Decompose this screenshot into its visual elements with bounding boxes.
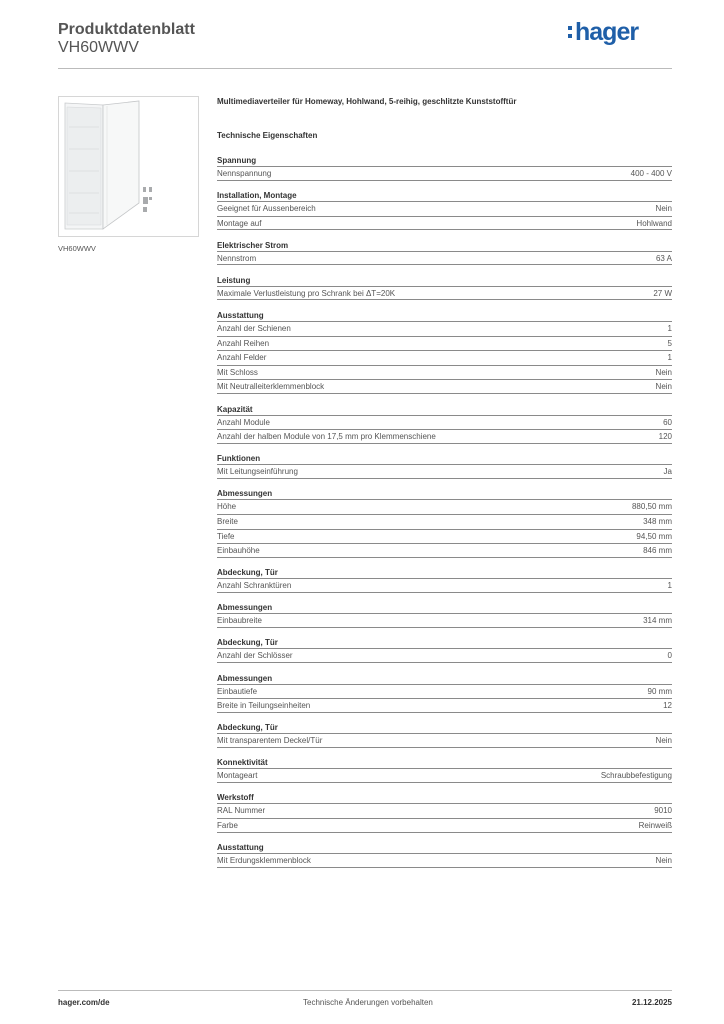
footer-notice: Technische Änderungen vorbehalten (303, 998, 433, 1007)
spec-row (217, 578, 672, 593)
spec-row (217, 365, 672, 380)
section-heading: Abdeckung, Tür (217, 638, 278, 648)
spec-value: 90 mm (647, 686, 672, 696)
spec-row (217, 415, 672, 430)
spec-row (217, 543, 672, 558)
spec-value: 94,50 mm (636, 531, 672, 541)
section-heading: Abmessungen (217, 603, 273, 613)
spec-label: Nennspannung (217, 169, 272, 178)
spec-row (217, 648, 672, 663)
spec-value: 1 (667, 581, 672, 591)
spec-label: Höhe (217, 502, 237, 512)
spec-row (217, 286, 672, 301)
spec-label: Einbaubreite (217, 616, 262, 626)
spec-value: Nein (655, 736, 672, 746)
spec-label: Anzahl Module (217, 417, 270, 427)
footer-date: 21.12.2025 (631, 998, 672, 1007)
spec-label: Anzahl der halben Module von 17,5 mm pro Klemmenschiene (217, 432, 436, 442)
spec-label: Einbauhöhe (217, 546, 260, 556)
spec-label: Maximale Verlustleistung pro Schrank bei ΔT=20K (217, 288, 396, 298)
spec-label: RAL Nummer (217, 806, 266, 816)
spec-value: 1 (667, 324, 672, 333)
spec-label: Anzahl Felder (217, 353, 267, 363)
spec-value: 5 (667, 338, 672, 348)
spec-label: Montage auf (217, 218, 262, 228)
spec-row (217, 853, 672, 868)
footer-website[interactable]: hager.com/de (58, 998, 110, 1007)
spec-row (217, 514, 672, 529)
spec-value: 12 (663, 701, 672, 711)
spec-label: Einbautiefe (217, 686, 258, 696)
section-heading: Abdeckung, Tür (217, 568, 278, 578)
spec-value: 880,50 mm (631, 502, 672, 512)
spec-label: Mit Schloss (217, 367, 258, 377)
hager-logo (567, 16, 657, 46)
spec-label: Tiefe (217, 531, 235, 541)
spec-row (217, 733, 672, 748)
section-heading: Leistung (217, 275, 251, 285)
spec-value: Nein (655, 367, 672, 377)
spec-label: Mit Erdungsklemmenblock (217, 856, 311, 866)
product-image (58, 96, 199, 237)
header-divider (58, 68, 672, 69)
spec-row (217, 768, 672, 783)
spec-label: Montageart (217, 771, 258, 781)
spec-label: Breite (217, 516, 238, 526)
spec-value: Reinweiß (638, 821, 672, 830)
spec-label: Mit Neutralleiterklemmenblock (217, 382, 325, 392)
section-heading: Werkstoff (217, 793, 254, 803)
spec-row (217, 379, 672, 394)
spec-label: Anzahl der Schlösser (217, 651, 293, 661)
product-description: Multimediaverteiler für Homeway, Hohlwand, 5-reihig, geschlitzte Kunststofftür (217, 97, 517, 106)
section-title: Technische Eigenschaften (217, 131, 318, 140)
section-heading: Abmessungen (217, 489, 273, 499)
spec-row (217, 321, 672, 336)
section-heading: Abdeckung, Tür (217, 723, 278, 733)
spec-row (217, 499, 672, 514)
spec-value: Nein (655, 204, 672, 214)
spec-value: 120 (658, 432, 672, 442)
section-heading: Installation, Montage (217, 191, 297, 201)
spec-value: Ja (663, 467, 672, 477)
spec-value: 60 (663, 417, 672, 427)
spec-value: 63 A (655, 253, 672, 263)
spec-label: Farbe (217, 821, 238, 830)
spec-row (217, 818, 672, 833)
spec-value: 1 (667, 353, 672, 363)
spec-row (217, 429, 672, 444)
spec-row (217, 803, 672, 818)
section-heading: Konnektivität (217, 758, 268, 768)
spec-label: Anzahl Schranktüren (217, 581, 292, 591)
spec-row (217, 350, 672, 365)
spec-value: 0 (667, 651, 672, 661)
spec-row (217, 216, 672, 231)
section-heading: Abmessungen (217, 673, 273, 683)
spec-value: 9010 (654, 806, 672, 816)
spec-row (217, 613, 672, 628)
logo-wordmark: hager (575, 18, 639, 46)
section-heading: Elektrischer Strom (217, 240, 289, 250)
spec-value: Nein (655, 856, 672, 866)
spec-value: 314 mm (643, 616, 672, 626)
spec-value: Hohlwand (636, 218, 672, 228)
spec-row (217, 529, 672, 544)
product-image-caption: VH60WWV (58, 244, 96, 253)
section-heading: Funktionen (217, 454, 261, 464)
spec-label: Breite in Teilungseinheiten (217, 701, 311, 711)
spec-row (217, 251, 672, 266)
section-heading: Ausstattung (217, 843, 264, 853)
spec-row (217, 336, 672, 351)
spec-row (217, 166, 672, 181)
section-heading: Kapazität (217, 404, 253, 414)
spec-value: 400 - 400 V (630, 169, 672, 178)
spec-label: Anzahl Reihen (217, 338, 270, 348)
spec-label: Nennstrom (217, 253, 257, 263)
spec-row (217, 684, 672, 699)
spec-label: Mit transparentem Deckel/Tür (217, 736, 323, 746)
spec-label: Mit Leitungseinführung (217, 467, 298, 477)
spec-value: 846 mm (643, 546, 672, 556)
footer-divider (58, 990, 672, 991)
spec-value: Nein (655, 382, 672, 392)
page-title: Produktdatenblatt (58, 21, 195, 38)
spec-row (217, 201, 672, 216)
spec-label: Geeignet für Aussenbereich (217, 204, 316, 214)
spec-label: Anzahl der Schienen (217, 324, 291, 333)
spec-value: Schraubbefestigung (600, 771, 672, 781)
spec-row (217, 464, 672, 479)
spec-row (217, 698, 672, 713)
section-heading: Spannung (217, 156, 257, 165)
product-code: VH60WWV (58, 39, 139, 56)
spec-value: 27 W (653, 288, 672, 298)
spec-value: 348 mm (643, 516, 672, 526)
section-heading: Ausstattung (217, 311, 264, 320)
